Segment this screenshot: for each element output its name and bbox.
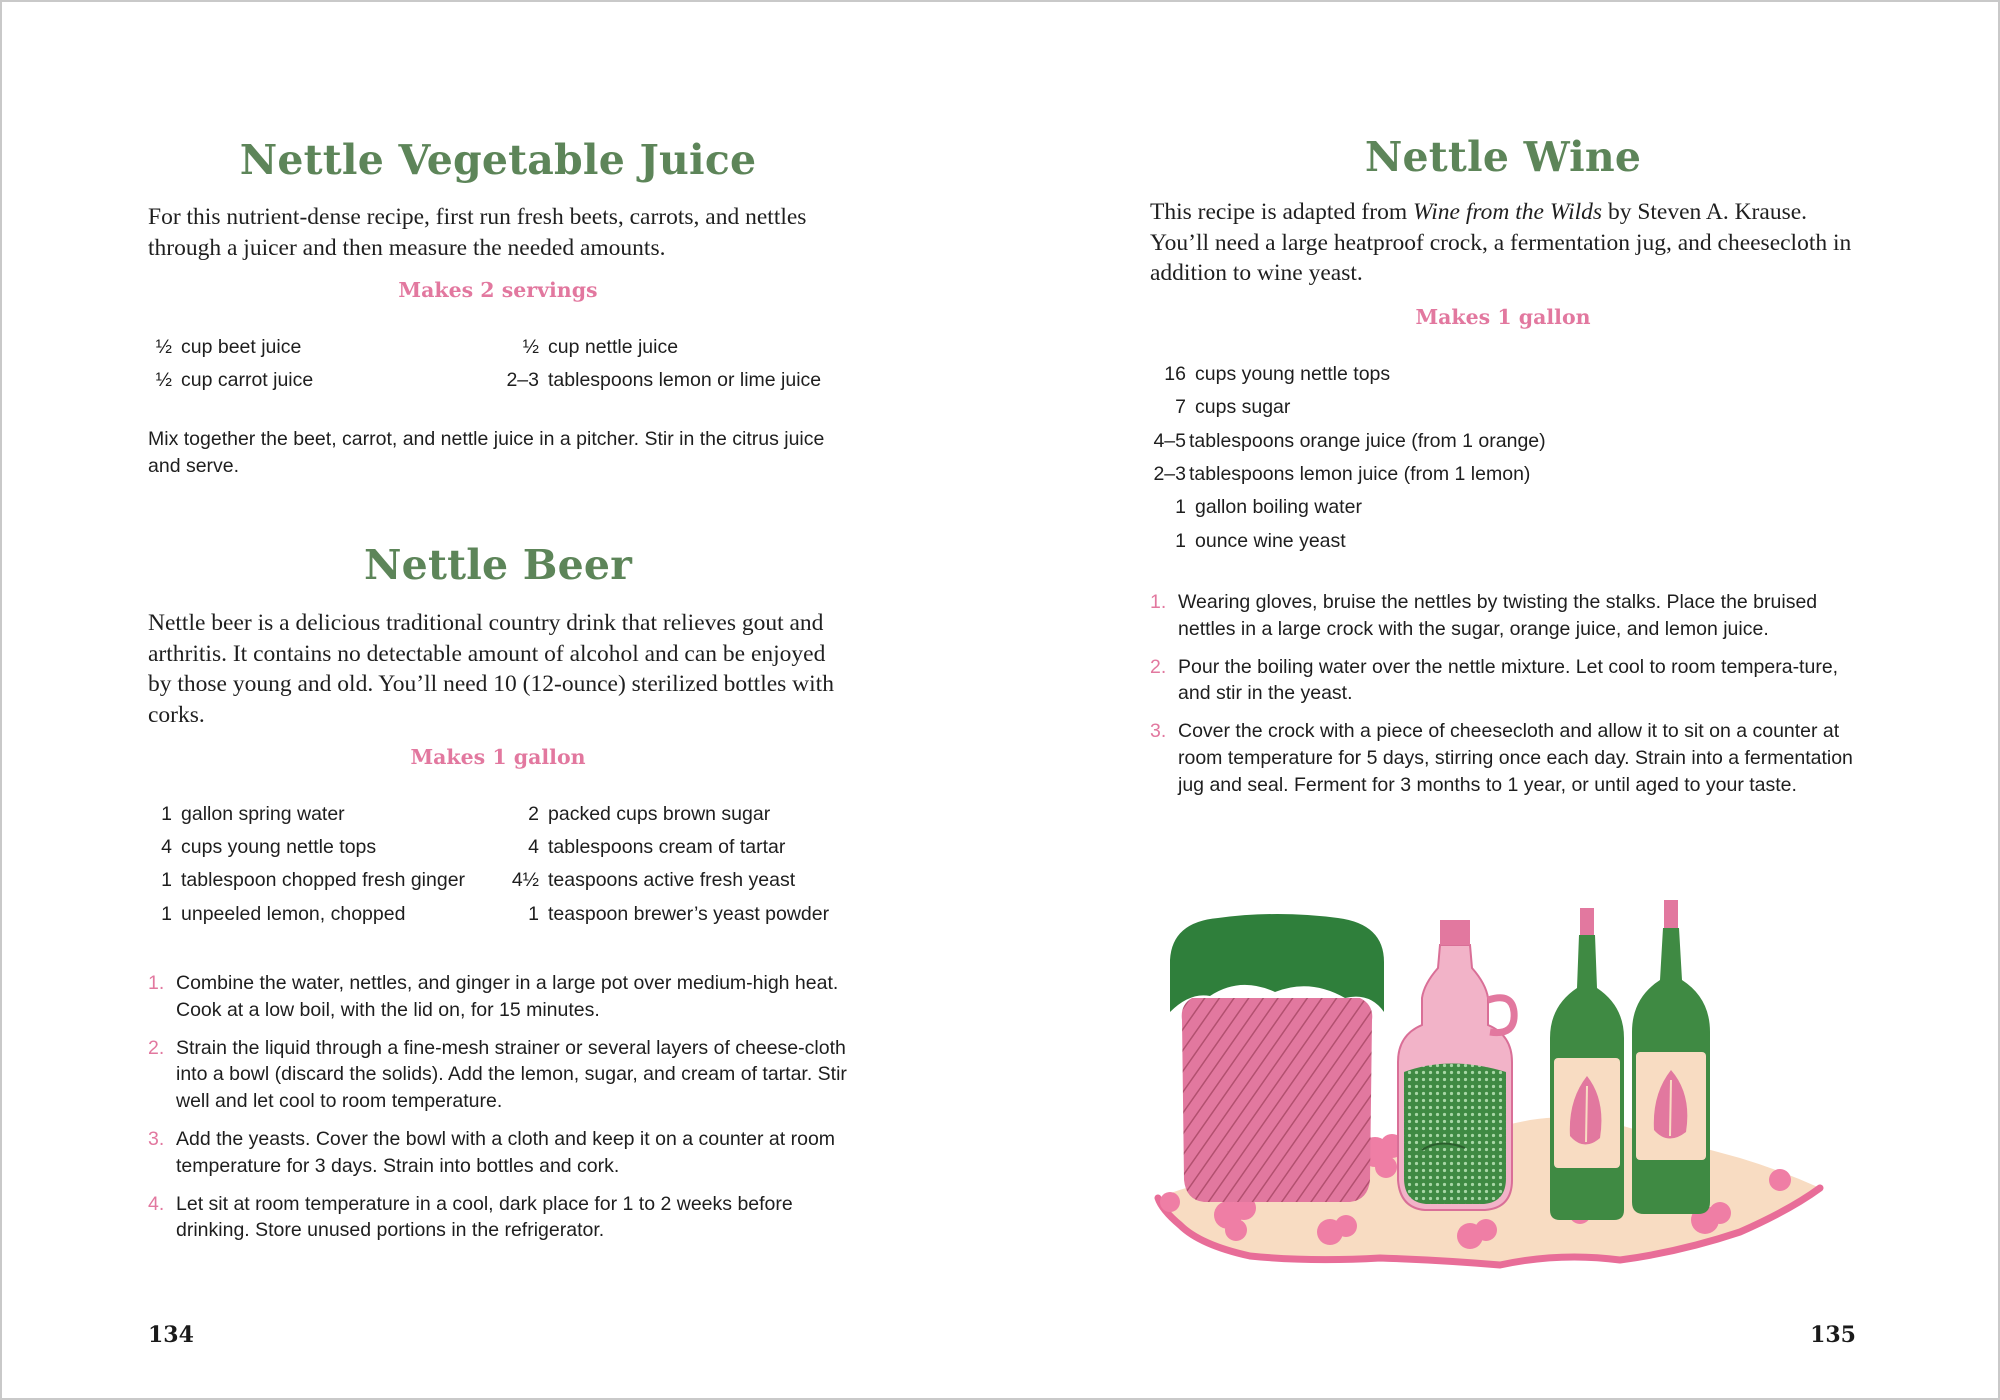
ingredient-qty: 2 [528, 803, 539, 825]
step-item [1150, 654, 1856, 708]
step-item [1150, 589, 1856, 643]
wine-intro-book-title: Wine from the Wilds [1412, 199, 1603, 225]
beer-intro: Nettle beer is a delicious traditional country drink that relieves gout and arthritis. It contains no detectable amount of alcohol and can be enjoyed by those young and old. You’ll need 10 (12-ounce) sterilized bottles with corks. [148, 610, 834, 728]
step-item [148, 1035, 853, 1115]
step-number: 3. [1150, 720, 1167, 743]
ingredient-text: cup carrot juice [181, 369, 314, 391]
ingredient-qty: ½ [155, 336, 172, 358]
ingredient-row [148, 903, 405, 926]
juice-intro: For this nutrient-dense recipe, first run fresh beets, carrots, and nettles through a juicer and then measure the needed amounts. [148, 204, 807, 261]
step-text: Add the yeasts. Cover the bowl with a cloth and keep it on a counter at room temperature for 3 days. Strain into bottles and cork. [176, 1127, 836, 1177]
beer-steps [148, 970, 853, 1244]
step-text: Pour the boiling water over the nettle mixture. Let cool to room tempera-ture, and stir in the yeast. [1178, 655, 1839, 705]
ingredient-text: tablespoons lemon juice (from 1 lemon) [1189, 463, 1531, 485]
ingredient-text: teaspoon brewer’s yeast powder [548, 903, 830, 925]
ingredient-row [1150, 396, 1290, 419]
step-item [148, 970, 853, 1024]
ingredient-qty: 16 [1164, 363, 1186, 385]
ingredient-row [148, 869, 465, 892]
ingredient-qty: 1 [161, 903, 172, 925]
ingredient-row [148, 369, 313, 392]
ingredient-qty: 4 [161, 836, 172, 858]
step-text: Let sit at room temperature in a cool, dark place for 1 to 2 weeks before drinking. Store unused portions in the refrigerator. [176, 1192, 793, 1242]
ingredient-text: ounce wine yeast [1195, 530, 1346, 552]
step-item [148, 1126, 853, 1180]
step-text: Combine the water, nettles, and ginger in a large pot over medium-high heat. Cook at a low boil, with the lid on, for 15 minutes. [176, 972, 839, 1021]
ingredient-qty: ½ [522, 336, 539, 358]
jug-icon [1398, 920, 1514, 1210]
wine-intro-rest: by Steven A. Krause. You’ll need a large heatproof crock, a fermentation jug, and cheesecloth in addition to wine yeast. [1150, 199, 1852, 286]
ingredient-row [503, 803, 770, 826]
left-page [148, 0, 848, 1400]
ingredient-row [503, 836, 785, 859]
ingredient-text: gallon boiling water [1195, 496, 1362, 518]
ingredient-qty: 1 [161, 869, 172, 891]
ingredient-row [503, 336, 678, 359]
ingredient-text: tablespoons cream of tartar [548, 836, 786, 858]
ingredient-text: unpeeled lemon, chopped [181, 903, 406, 925]
ingredient-text: cups sugar [1195, 396, 1291, 418]
step-item [1150, 718, 1856, 798]
ingredient-row [148, 336, 301, 359]
ingredient-text: gallon spring water [181, 803, 345, 825]
step-item [148, 1191, 853, 1245]
ingredient-text: packed cups brown sugar [548, 803, 771, 825]
ingredient-row [1150, 463, 1530, 486]
ingredient-text: teaspoons active fresh yeast [548, 869, 796, 891]
ingredient-qty: 1 [1175, 496, 1186, 518]
ingredient-row [148, 836, 376, 859]
ingredient-qty: 7 [1175, 396, 1186, 418]
step-number: 3. [148, 1127, 165, 1150]
ingredient-row [503, 869, 795, 892]
step-number: 4. [148, 1192, 165, 1215]
beer-yield: Makes 1 gallon [410, 745, 586, 769]
wine-steps [1150, 589, 1856, 799]
step-text: Wearing gloves, bruise the nettles by twisting the stalks. Place the bruised nettles in a large crock with the sugar, orange juice, and lemon juice. [1178, 591, 1818, 640]
ingredient-text: cups young nettle tops [1195, 363, 1391, 385]
ingredient-text: tablespoons lemon or lime juice [548, 369, 822, 391]
ingredient-qty: 1 [1175, 530, 1186, 552]
ingredient-qty: 2–3 [1153, 463, 1186, 485]
ingredient-text: tablespoons orange juice (from 1 orange) [1189, 430, 1546, 452]
ingredient-row [503, 369, 821, 392]
ingredient-qty: 1 [161, 803, 172, 825]
page-number: 135 [1810, 1322, 1856, 1348]
step-number: 2. [148, 1036, 165, 1059]
crock-icon [1170, 914, 1384, 1202]
step-text: Cover the crock with a piece of cheesecloth and allow it to sit on a counter at room temperature for 5 days, stirring once each day. Strain into a fermentation jug and seal. Ferment for 3 months to 1 year, or until aged to your taste. [1178, 720, 1853, 796]
step-number: 1. [148, 972, 165, 994]
ingredient-qty: 4 [528, 836, 539, 858]
ingredient-qty: 1 [528, 903, 539, 925]
juice-directions: Mix together the beet, carrot, and nettle juice in a pitcher. Stir in the citrus juice and serve. [148, 428, 825, 477]
ingredient-text: cup nettle juice [548, 336, 679, 358]
wine-yield: Makes 1 gallon [1415, 305, 1591, 329]
step-text: Strain the liquid through a fine-mesh strainer or several layers of cheese-cloth into a bowl (discard the solids). Add the lemon, sugar, and cream of tartar. Stir well and let cool to room temperature. [176, 1036, 847, 1113]
juice-yield: Makes 2 servings [398, 278, 598, 302]
ingredient-row [1150, 530, 1346, 553]
ingredient-row [1150, 496, 1362, 519]
wine-intro-lead: This recipe is adapted from [1150, 199, 1413, 225]
nettle-wine-illustration [1140, 880, 1840, 1280]
ingredient-row [1150, 430, 1546, 453]
ingredient-text: tablespoon chopped fresh ginger [181, 869, 466, 891]
ingredient-row [1150, 363, 1390, 386]
ingredient-text: cup beet juice [181, 336, 302, 358]
ingredient-qty: 4½ [511, 869, 539, 891]
ingredient-qty: 4–5 [1153, 430, 1186, 452]
beer-title: Nettle Beer [364, 541, 632, 589]
page-number: 134 [148, 1322, 194, 1348]
wine-title: Nettle Wine [1364, 133, 1642, 181]
wine-bottle-icon [1550, 908, 1624, 1220]
ingredient-qty: 2–3 [506, 369, 539, 391]
wine-bottle-icon [1632, 900, 1710, 1214]
ingredient-qty: ½ [155, 369, 172, 391]
juice-title: Nettle Vegetable Juice [239, 136, 757, 184]
ingredient-row [148, 803, 345, 826]
step-number: 2. [1150, 655, 1167, 678]
ingredient-row [503, 903, 829, 926]
wine-intro [1150, 197, 1856, 289]
step-number: 1. [1150, 591, 1167, 613]
ingredient-text: cups young nettle tops [181, 836, 377, 858]
